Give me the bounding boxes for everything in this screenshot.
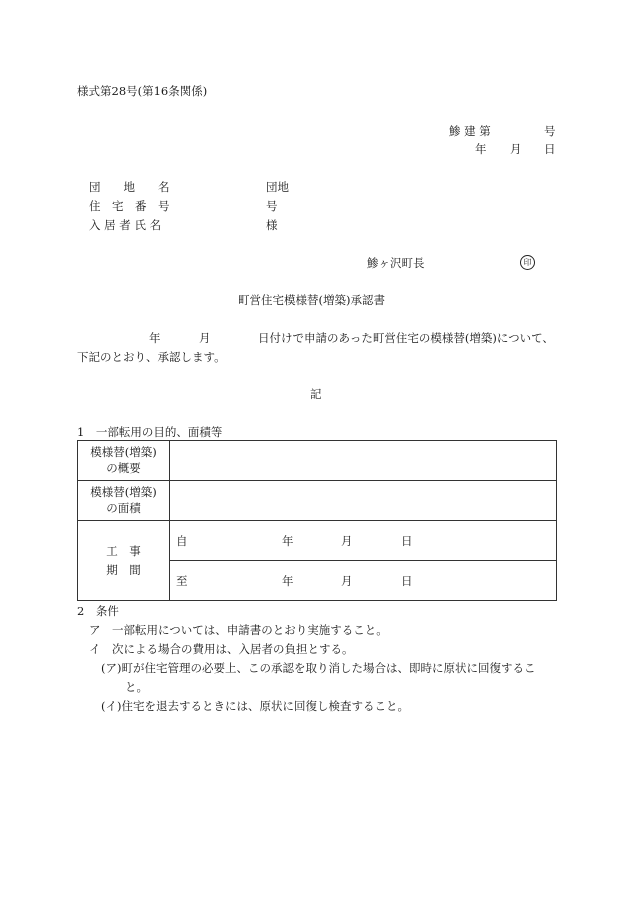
body-text-line1: 日付けで申請のあった町営住宅の模様替(増築)について、 <box>258 331 554 345</box>
period-label: 工 事 期 間 <box>78 521 170 601</box>
to-month: 月 <box>341 574 353 588</box>
body-text-line2: 下記のとおり、承認します。 <box>77 350 226 364</box>
table-row <box>78 441 557 481</box>
seal-mark: 印 <box>520 255 535 270</box>
issuer-name: 鯵ヶ沢町長 <box>367 256 425 270</box>
condition-sub-a-line2: と。 <box>125 680 148 694</box>
ki-heading: 記 <box>310 387 322 401</box>
from-prefix: 自 <box>176 534 188 548</box>
period-to-cell <box>170 561 557 601</box>
date-month: 月 <box>510 142 522 156</box>
area-value-cell <box>170 481 557 521</box>
to-prefix: 至 <box>176 574 188 588</box>
details-table <box>77 440 557 601</box>
document-title: 町営住宅模様替(増築)承認書 <box>238 293 385 307</box>
resident-name-value: 様 <box>266 218 278 232</box>
condition-sub-i: (イ)住宅を退去するときには、原状に回復し検査すること。 <box>101 699 409 713</box>
from-year: 年 <box>282 534 294 548</box>
house-number-value: 号 <box>266 199 278 213</box>
estate-label: 団 地 名 <box>89 180 170 194</box>
date-year: 年 <box>475 142 487 156</box>
house-number-label: 住 宅 番 号 <box>89 199 170 213</box>
outline-value-cell <box>170 441 557 481</box>
reference-suffix: 号 <box>544 124 556 138</box>
body-month: 月 <box>199 331 211 345</box>
date-day: 日 <box>544 142 556 156</box>
reference-prefix: 鯵 建 第 <box>449 124 491 138</box>
outline-label: 模様替(増築) の概要 <box>78 441 170 481</box>
to-year: 年 <box>282 574 294 588</box>
table-row <box>78 481 557 521</box>
period-from-cell <box>170 521 557 561</box>
condition-i: イ 次による場合の費用は、入居者の負担とする。 <box>89 642 354 656</box>
form-number: 様式第28号(第16条関係) <box>77 84 208 98</box>
section1-heading: 1 一部転用の目的、面積等 <box>77 425 223 439</box>
area-label: 模様替(増築) の面積 <box>78 481 170 521</box>
from-day: 日 <box>401 534 413 548</box>
resident-name-label: 入 居 者 氏 名 <box>89 218 162 232</box>
condition-sub-a-line1: (ア)町が住宅管理の必要上、この承認を取り消した場合は、即時に原状に回復するこ <box>101 661 536 675</box>
section2-heading: 2 条件 <box>77 604 119 618</box>
estate-value: 団地 <box>266 180 289 194</box>
from-month: 月 <box>341 534 353 548</box>
to-day: 日 <box>401 574 413 588</box>
table-row <box>78 521 557 561</box>
body-year: 年 <box>149 331 161 345</box>
condition-a: ア 一部転用については、申請書のとおり実施すること。 <box>89 623 388 637</box>
